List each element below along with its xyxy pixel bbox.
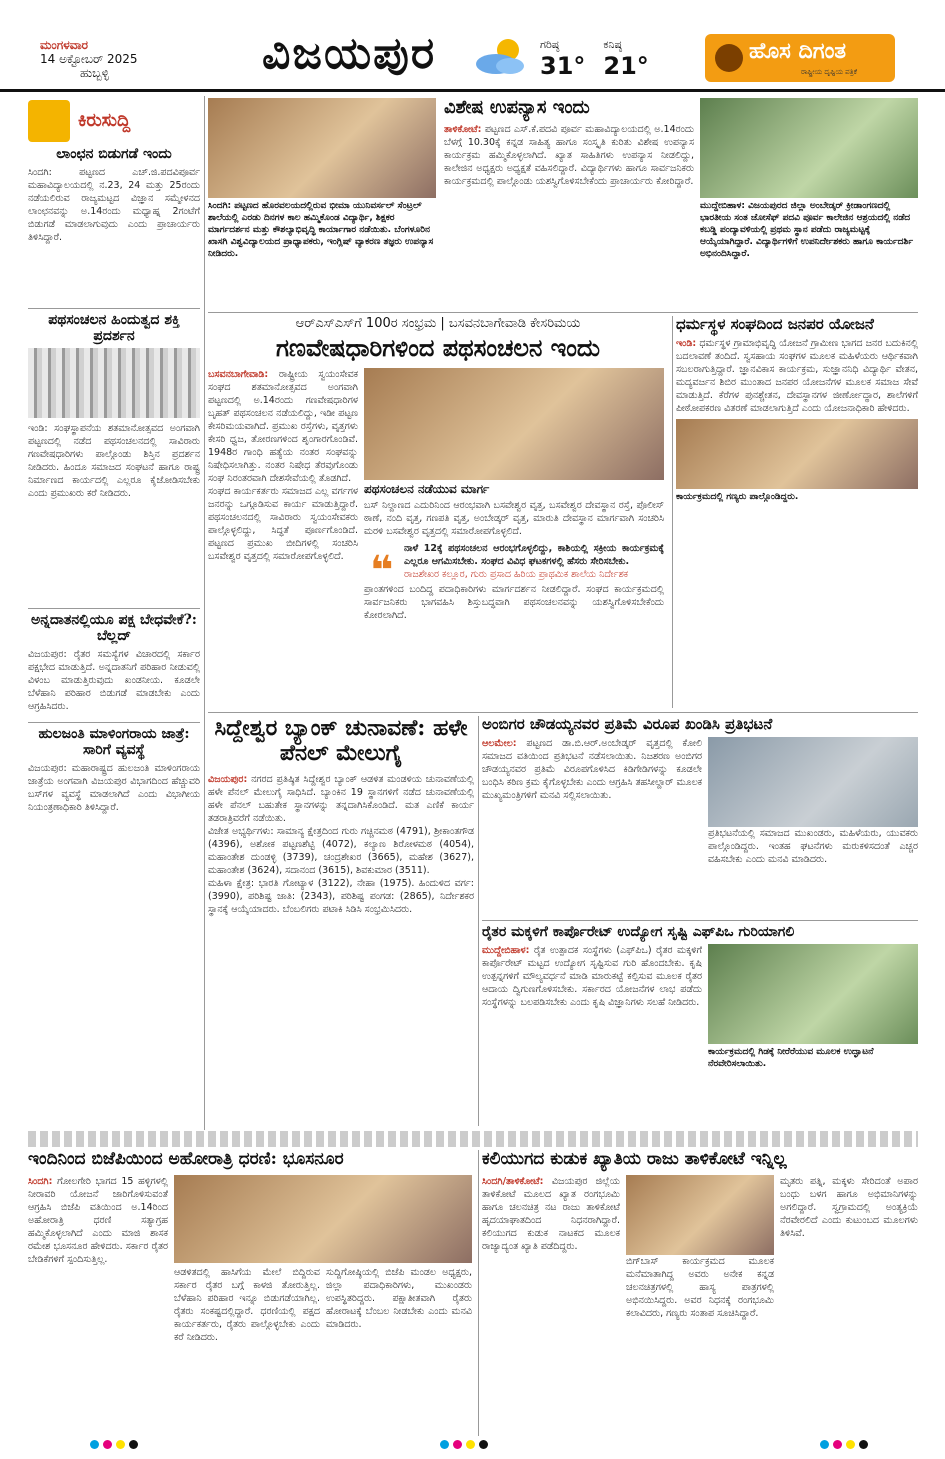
plant-watering-photo [708,944,918,1044]
column-divider [204,96,205,1130]
bank-byline: ವಿಜಯಪುರ: [208,773,248,785]
max-temp-value: 31° [540,52,586,80]
kirusuddi-header [28,100,200,142]
print-registration-marks [90,1440,138,1449]
brief-4 [28,726,200,1126]
story-top-3 [700,98,918,308]
bjp-col-3: ಸುದ್ದಿಗೋಷ್ಠಿಯಲ್ಲಿ ಬಿಜೆಪಿ ಮಂಡಲ ಅಧ್ಯಕ್ಷರು, ಜಿಲ್ಲಾ ಪದಾಧಿಕಾರಿಗಳು, ಮುಖಂಡರು ಉಪಸ್ಥಿತರಿದ್ದರು. ಪಕ್ಷಾತೀತವಾಗಿ ರೈತರು ಹೋರಾಟಕ್ಕೆ ಬೆಂಬಲ ನೀಡಬೇಕು ಎಂದು ಮನವಿ ಮಾಡಿದರು. [326,1266,472,1330]
quote-mark-icon: ❝ [370,548,394,595]
pull-quote-by: ರಾಜಶೇಖರ ಕಲ್ಲೂರ, ಗುರು ಪ್ರಸಾದ ಹಿರಿಯ ಪ್ರಾಥಮಿಕ ಶಾಲೆಯ ನಿರ್ದೇಶಕ [404,569,629,581]
bjp-col-2: ಆಡಳಿತದಲ್ಲಿ ಹಾಸಿಗೆಯ ಮೇಲೆ ಬಿದ್ದಿರುವ ಸರ್ಕಾರ ರೈತರ ಬಗ್ಗೆ ಕಾಳಜಿ ತೋರುತ್ತಿಲ್ಲ. ಬೆಳೆಹಾನಿ ಪರಿಹಾರ ಇನ್ನೂ ಬಿಡುಗಡೆಯಾಗಿಲ್ಲ. ರೈತರು ಸಂಕಷ್ಟದಲ್ಲಿದ್ದಾರೆ. ಧರಣಿಯಲ್ಲಿ ಪಕ್ಷದ ಕಾರ್ಯಕರ್ತರು, ರೈತರು ಪಾಲ್ಗೊಳ್ಳಬೇಕು ಎಂದು ಕರೆ ನೀಡಿದರು. [174,1266,320,1343]
story-top-2 [444,98,694,308]
column-divider [478,1150,479,1436]
print-registration-marks [440,1440,488,1449]
ambigara-body-2: ಪ್ರತಿಭಟನೆಯಲ್ಲಿ ಸಮಾಜದ ಮುಖಂಡರು, ಮಹಿಳೆಯರು, ಯುವಕರು ಪಾಲ್ಗೊಂಡಿದ್ದರು. ಇಂತಹ ಘಟನೆಗಳು ಮರುಕಳಿಸದಂತೆ ಎಚ್ಚರ ವಹಿಸಬೇಕು ಎಂದು ಮನವಿ ಮಾಡಿದರು. [708,828,918,866]
ambigara-byline: ಆಲಮೇಲ: [482,738,517,750]
lead-col-1: ರಾಷ್ಟ್ರೀಯ ಸ್ವಯಂಸೇವಕ ಸಂಘದ ಶತಮಾನೋತ್ಸವದ ಅಂಗವಾಗಿ ಪಟ್ಟಣದಲ್ಲಿ ಅ.14ರಂದು ಗಣವೇಷಧಾರಿಗಳ ಬೃಹತ್ ಪಥಸಂಚಲನ ನಡೆಯಲಿದ್ದು, ಇಡೀ ಪಟ್ಟಣ ಕೇಸರಿಮಯವಾಗಿದೆ. ಪ್ರಮುಖ ರಸ್ತೆಗಳು, ವೃತ್ತಗಳು ಕೇಸರಿ ಧ್ವಜ, ತೋರಣಗಳಿಂದ ಶೃಂಗಾರಗೊಂಡಿವೆ. 1948ರ ಗಾಂಧಿ ಹತ್ಯೆಯ ನಂತರ ಸಂಘವನ್ನು ನಿಷೇಧಿಸಲಾಗಿತ್ತು. ನಂತರ ನಿಷೇಧ ತೆರವುಗೊಂಡು ಸಂಘ ನಿರಂತರವಾಗಿ ದೇಶಸೇವೆಯಲ್ಲಿ ತೊಡಗಿದೆ. [208,368,358,484]
bank-headline: ಸಿದ್ದೇಶ್ವರ ಬ್ಯಾಂಕ್ ಚುನಾವಣೆ: ಹಳೇ ಪೆನಲ್ ಮೇಲುಗೈ [214,716,468,767]
temperature-block [540,38,649,80]
farmer-caption: ಕಾರ್ಯಕ್ರಮದಲ್ಲಿ ಗಿಡಕ್ಕೆ ನೀರೆರೆಯುವ ಮೂಲಕ ಉದ್ಘಾಟನೆ ನೆರವೇರಿಸಲಾಯಿತು. [708,1044,918,1072]
right-story-byline: ಇಂಡಿ: [676,338,697,350]
brief-2-body: ಇಂಡಿ: ಸಂಘಸ್ಥಾಪನೆಯ ಶತಮಾನೋತ್ಸವದ ಅಂಗವಾಗಿ ಪಟ್ಟಣದಲ್ಲಿ ನಡೆದ ಪಥಸಂಚಲನದಲ್ಲಿ ಸಾವಿರಾರು ಗಣವೇಷಧಾರಿಗಳು ಪಾಲ್ಗೊಂಡು ಶಿಸ್ತಿನ ಪ್ರದರ್ಶನ ನೀಡಿದರು. ಹಿಂದೂ ಸಮಾಜದ ಸಂಘಟನೆ ಹಾಗೂ ರಾಷ್ಟ್ರ ನಿರ್ಮಾಣದ ಕಾರ್ಯದಲ್ಲಿ ಎಲ್ಲರೂ ಕೈಜೋಡಿಸಬೇಕು ಎಂದು ಪ್ರಮುಖರು ಕರೆ ನೀಡಿದರು. [28,423,200,500]
story-top-1 [208,98,436,308]
masthead [0,0,945,92]
kaliyuga-story [482,1150,918,1436]
print-registration-marks [820,1440,868,1449]
kirusuddi-label: ಕಿರುಸುದ್ದಿ [78,110,131,131]
right-story [676,316,918,708]
brand-emblem-icon [715,44,743,72]
min-temp-value: 21° [603,52,649,80]
pull-quote-text: ನಾಳೆ 12ಕ್ಕೆ ಪಥಸಂಚಲನ ಆರಂಭಗೊಳ್ಳಲಿದ್ದು, ಕಾಶಿಯಲ್ಲಿ ಸಕ್ರೀಯ ಕಾರ್ಯಕ್ರಮಕ್ಕೆ ಎಲ್ಲರೂ ಆಗಮಿಸಬೇಕು. ಸಂಘದ ವಿವಿಧ ಘಟಕಗಳಲ್ಲಿ ಹೆಸರು ಸೇರಿಸಬೇಕು. [404,543,664,568]
farmer-body: ರೈತ ಉತ್ಪಾದಕ ಸಂಸ್ಥೆಗಳು (ಎಫ್‌ಪಿಒ) ರೈತರ ಮಕ್ಕಳಿಗೆ ಕಾರ್ಪೊರೇಟ್ ಮಟ್ಟದ ಉದ್ಯೋಗ ಸೃಷ್ಟಿಸುವ ಗುರಿ ಹೊಂದಬೇಕು. ಕೃಷಿ ಉತ್ಪನ್ನಗಳಿಗೆ ಮೌಲ್ಯವರ್ಧನೆ ಮಾಡಿ ಮಾರುಕಟ್ಟೆ ಕಲ್ಪಿಸುವ ಮೂಲಕ ರೈತರ ಆದಾಯ ದ್ವಿಗುಣಗೊಳಿಸಬೇಕು. ಸರ್ಕಾರದ ಯೋಜನೆಗಳ ಲಾಭ ಪಡೆದು ಸಂಸ್ಥೆಗಳನ್ನು ಬಲಪಡಿಸಬೇಕು ಎಂದು ಕೃಷಿ ವಿಜ್ಞಾನಿಗಳು ಸಲಹೆ ನೀಡಿದರು. [482,945,702,1009]
bjp-headline: ಇಂದಿನಿಂದ ಬಿಜೆಪಿಯಿಂದ ಅಹೋರಾತ್ರಿ ಧರಣಿ: ಭೂಸನೂರ [28,1150,344,1169]
lead-col-3: ಪ್ರಾಂತಗಳಿಂದ ಬಂದಿದ್ದ ಪದಾಧಿಕಾರಿಗಳು ಮಾರ್ಗದರ್ಶನ ನೀಡಲಿದ್ದಾರೆ. ಸಂಘದ ಕಾರ್ಯಕ್ರಮದಲ್ಲಿ ಸಾರ್ವಜನಿಕರು ಭಾಗವಹಿಸಿ ಶಿಸ್ತುಬದ್ಧವಾಗಿ ಪಥಸಂಚಲನವನ್ನು ಯಶಸ್ವಿಗೊಳಿಸಬೇಕೆಂದು ಕೋರಲಾಗಿದೆ. [364,584,664,622]
day-label: ಮಂಗಳವಾರ [40,38,89,52]
program-photo [676,419,918,489]
section-separator-strip [28,1131,918,1147]
brief-3 [28,612,200,718]
lead-headline: ಗಣವೇಷಧಾರಿಗಳಿಂದ ಪಥಸಂಚಲನ ಇಂದು [275,333,601,362]
bjp-story [28,1150,472,1436]
ambigara-headline: ಅಂಬಿಗರ ಚೌಡಯ್ಯನವರ ಪ್ರತಿಮೆ ವಿರೂಪ ಖಂಡಿಸಿ ಪ್ರತಿಭಟನೆ [482,716,773,733]
brand-tagline: ರಾಷ್ಟ್ರೀಯ ದೃಷ್ಟಿಯ ಪತ್ರಿಕೆ [801,68,858,76]
brand-name: ಹೊಸ ದಿಗಂತ [749,39,847,64]
statue-circle-photo [364,368,664,480]
column-divider [478,716,479,1126]
route-caption-title: ಪಥಸಂಚಲನ ನಡೆಯುವ ಮಾರ್ಗ [364,481,490,496]
divider [482,920,918,921]
place-label: ಹುಬ್ಬಳ್ಳಿ [80,66,109,80]
lead-byline: ಬಸವನಬಾಗೇವಾಡಿ: [208,368,269,380]
ambigara-story [482,716,918,916]
farmer-headline: ರೈತರ ಮಕ್ಕಳಿಗೆ ಕಾರ್ಪೊರೇಟ್ ಉದ್ಯೋಗ ಸೃಷ್ಟಿ ಎಫ್‌ಪಿಒ ಗುರಿಯಾಗಲಿ [482,924,795,940]
bank-col-2: ವಿಜೇತ ಅಭ್ಯರ್ಥಿಗಳು: ಸಾಮಾನ್ಯ ಕ್ಷೇತ್ರದಿಂದ ಗುರು ಗಚ್ಚಿನಮಠ (4791), ಶ್ರೀಕಾಂತಗೌಡ (4396), ಅಶೋಕ ಪಟ್ಟಣಶೆಟ್ಟಿ (4072), ಕಲ್ಯಾಣ ಶಿರೋಳಮಠ (4054), ಮಹಾಂತೇಶ ದುಂಡಳ್ಳಿ (3739), ಚಂದ್ರಶೇಖರ (3665), ಮಹೇಶ (3627), ಮಹಾಂತೇಶ (3624), ಸದಾನಂದ (3615), ಶಿವಕುಮಾರ (3511). [208,825,474,876]
lead-col-2: ಸಂಘದ ಕಾರ್ಯಕರ್ತರು ಸಮಾಜದ ಎಲ್ಲ ವರ್ಗಗಳ ಜನರನ್ನು ಒಗ್ಗೂಡಿಸುವ ಕಾರ್ಯ ಮಾಡುತ್ತಿದ್ದಾರೆ. ಪಥಸಂಚಲನದಲ್ಲಿ ಸಾವಿರಾರು ಸ್ವಯಂಸೇವಕರು ಪಾಲ್ಗೊಳ್ಳಲಿದ್ದು, ಸಿದ್ಧತೆ ಪೂರ್ಣಗೊಂಡಿದೆ. ಪಟ್ಟಣದ ಪ್ರಮುಖ ಬೀದಿಗಳಲ್ಲಿ ಸಂಚರಿಸಿ ಬಸವೇಶ್ವರ ವೃತ್ತದಲ್ಲಿ ಸಮಾರೋಪಗೊಳ್ಳಲಿದೆ. [208,485,358,562]
divider [28,308,200,309]
rally-photo [28,348,200,418]
brief-4-body: ವಿಜಯಪುರ: ಮಹಾರಾಷ್ಟ್ರದ ಹುಲಜಂತಿ ಮಾಳಿಂಗರಾಯ ಜಾತ್ರೆಯ ಅಂಗವಾಗಿ ವಿಜಯಪುರ ವಿಭಾಗದಿಂದ ಹೆಚ್ಚುವರಿ ಬಸ್‌ಗಳ ವ್ಯವಸ್ಥೆ ಮಾಡಲಾಗಿದೆ ಎಂದು ವಿಭಾಗೀಯ ನಿಯಂತ್ರಣಾಧಿಕಾರಿ ತಿಳಿಸಿದ್ದಾರೆ. [28,763,200,814]
brief-4-headline: ಹುಲಜಂತಿ ಮಾಳಿಂಗರಾಯ ಜಾತ್ರೆ: ಸಾರಿಗೆ ವ್ಯವಸ್ಥೆ [38,726,190,759]
brief-1 [28,146,200,306]
ambigara-body: ಪಟ್ಟಣದ ಡಾ.ಬಿ.ಆರ್.ಅಂಬೇಡ್ಕರ್ ವೃತ್ತದಲ್ಲಿ ಕೋಲಿ ಸಮಾಜದ ವತಿಯಿಂದ ಪ್ರತಿಭಟನೆ ನಡೆಸಲಾಯಿತು. ನಿಜಶರಣ ಅಂಬಿಗರ ಚೌಡಯ್ಯನವರ ಪ್ರತಿಮೆ ವಿರೂಪಗೊಳಿಸಿದ ಕಿಡಿಗೇಡಿಗಳನ್ನು ಕೂಡಲೇ ಬಂಧಿಸಿ ಕಠಿಣ ಕ್ರಮ ಕೈಗೊಳ್ಳಬೇಕು ಎಂದು ಆಗ್ರಹಿಸಿ ತಹಸೀಲ್ದಾರ್ ಮೂಲಕ ಮುಖ್ಯಮಂತ್ರಿಗಳಿಗೆ ಮನವಿ ಸಲ್ಲಿಸಲಾಯಿತು. [482,738,702,802]
bjp-col-1: ಗೋಲಗೇರಿ ಭಾಗದ 15 ಹಳ್ಳಿಗಳಲ್ಲಿ ನೀರಾವರಿ ಯೋಜನೆ ಜಾರಿಗೊಳಿಸುವಂತೆ ಆಗ್ರಹಿಸಿ ಬಿಜೆಪಿ ವತಿಯಿಂದ ಅ.14ರಿಂದ ಅಹೋರಾತ್ರಿ ಧರಣಿ ಸತ್ಯಾಗ್ರಹ ಹಮ್ಮಿಕೊಳ್ಳಲಾಗಿದೆ ಎಂದು ಮಾಜಿ ಶಾಸಕ ರಮೇಶ ಭೂಸನೂರ ಹೇಳಿದರು. ಸರ್ಕಾರ ರೈತರ ಬೇಡಿಕೆಗಳಿಗೆ ಸ್ಪಂದಿಸುತ್ತಿಲ್ಲ. [28,1175,168,1265]
kabaddi-team-photo [700,98,918,198]
farmer-story [482,924,918,1128]
kaliyuga-headline: ಕಲಿಯುಗದ ಕುಡುಕ ಖ್ಯಾತಿಯ ರಾಜು ತಾಳಿಕೋಟೆ ಇನ್ನಿಲ್ಲ [482,1150,787,1169]
farmer-byline: ಮುದ್ದೇಬಿಹಾಳ: [482,945,530,957]
brief-2 [28,312,200,658]
brief-1-body: ಸಿಂದಗಿ: ಪಟ್ಟಣದ ಎಚ್.ಜಿ.ಪದವಿಪೂರ್ವ ಮಹಾವಿದ್ಯಾಲಯದಲ್ಲಿ ನ.23, 24 ಮತ್ತು 25ರಂದು ನಡೆಯಲಿರುವ ರಾಜ್ಯಮಟ್ಟದ ವಿಜ್ಞಾನ ಸಮ್ಮೇಳನದ ಲಾಂಛನವನ್ನು ಅ.14ರಂದು ಮಧ್ಯಾಹ್ನ 2ಗಂಟೆಗೆ ಬಿಡುಗಡೆ ಮಾಡಲಾಗುವುದು ಎಂದು ಪ್ರಾಚಾರ್ಯರು ತಿಳಿಸಿದ್ದಾರೆ. [28,167,200,244]
story-top-3-caption: ಮುದ್ದೇಬಿಹಾಳ: ವಿಜಯಪುರದ ಜಿಲ್ಲಾ ಅಂಬೇಡ್ಕರ್ ಕ್ರೀಡಾಂಗಣದಲ್ಲಿ ಭಾರತೀಯ ಸಂತ ಜೋಸೆಫ್ ಪದವಿ ಪೂರ್ವ ಕಾಲೇಜಿನ ಆಶ್ರಯದಲ್ಲಿ ನಡೆದ ಕಬಡ್ಡಿ ಪಂದ್ಯಾವಳಿಯಲ್ಲಿ ಪ್ರಥಮ ಸ್ಥಾನ ಪಡೆದು ರಾಜ್ಯಮಟ್ಟಕ್ಕೆ ಆಯ್ಕೆಯಾಗಿದ್ದಾರೆ. ವಿದ್ಯಾರ್ಥಿಗಳಿಗೆ ಉಪನಿರ್ದೇಶಕರು ಹಾಗೂ ಕಾರ್ಯದರ್ಶಿ ಅಭಿನಂದಿಸಿದ್ದಾರೆ. [700,198,918,262]
pointing-hand-icon [28,100,70,142]
workshop-photo [208,98,436,198]
partly-cloudy-icon [470,36,532,76]
raju-portrait-photo [626,1175,774,1255]
max-temp-label: ಗರಿಷ್ಠ [540,38,560,51]
divider [28,608,200,609]
min-temp-label: ಕನಿಷ್ಠ [603,38,622,51]
right-story-caption: ಕಾರ್ಯಕ್ರಮದಲ್ಲಿ ಗಣ್ಯರು ಪಾಲ್ಗೊಂಡಿದ್ದರು. [676,489,918,505]
divider [208,712,918,713]
brief-2-headline: ಪಥಸಂಚಲನ ಹಿಂದುತ್ವದ ಶಕ್ತಿ ಪ್ರದರ್ಶನ [48,312,180,345]
pull-quote [364,542,664,595]
bank-col-3: ಮಹಿಳಾ ಕ್ಷೇತ್ರ: ಭಾರತಿ ಗೋಟ್ಯಾಳ (3122), ನೇಹಾ (1975). ಹಿಂದುಳಿದ ವರ್ಗ: (3990), ಪರಿಶಿಷ್ಟ ಜಾತಿ: (2343), ಪರಿಶಿಷ್ಟ ಪಂಗಡ: (2865), ನಿರ್ದೇಶಕರ ಸ್ಥಾನಕ್ಕೆ ಆಯ್ಕೆಯಾದರು. ಬೆಂಬಲಿಗರು ಪಟಾಕಿ ಸಿಡಿಸಿ ಸಂಭ್ರಮಿಸಿದರು. [208,877,474,915]
right-story-body: ಧರ್ಮಸ್ಥಳ ಗ್ರಾಮಾಭಿವೃದ್ಧಿ ಯೋಜನೆ ಗ್ರಾಮೀಣ ಭಾಗದ ಜನರ ಬದುಕಿನಲ್ಲಿ ಬದಲಾವಣೆ ತಂದಿದೆ. ಸ್ವಸಹಾಯ ಸಂಘಗಳ ಮೂಲಕ ಮಹಿಳೆಯರು ಆರ್ಥಿಕವಾಗಿ ಸಬಲರಾಗುತ್ತಿದ್ದಾರೆ. ಜ್ಞಾನವಿಕಾಸ ಕಾರ್ಯಕ್ರಮ, ಸುಜ್ಞಾನನಿಧಿ ವಿದ್ಯಾರ್ಥಿ ವೇತನ, ಮದ್ಯವರ್ಜನ ಶಿಬಿರ ಮುಂತಾದ ಜನಪರ ಯೋಜನೆಗಳ ಮೂಲಕ ಸಮಾಜ ಸೇವೆ ಮಾಡುತ್ತಿದೆ. ಕೆರೆಗಳ ಪುನಶ್ಚೇತನ, ದೇವಸ್ಥಾನಗಳ ಜೀರ್ಣೋದ್ಧಾರ, ಶಾಲೆಗಳಿಗೆ ಪೀಠೋಪಕರಣ ವಿತರಣೆ ಮಾಡಲಾಗುತ್ತಿದೆ ಎಂದು ಯೋಜನಾಧಿಕಾರಿ ಹೇಳಿದರು. [676,338,918,415]
brief-3-body: ವಿಜಯಪುರ: ರೈತರ ಸಮಸ್ಯೆಗಳ ವಿಚಾರದಲ್ಲಿ ಸರ್ಕಾರ ಪಕ್ಷಭೇದ ಮಾಡುತ್ತಿದೆ. ಅನ್ನದಾತನಿಗೆ ಪರಿಹಾರ ನೀಡುವಲ್ಲಿ ವಿಳಂಬ ಮಾಡುತ್ತಿರುವುದು ಖಂಡನೀಯ. ಕೂಡಲೇ ಬೆಳೆಹಾನಿ ಪರಿಹಾರ ಬಿಡುಗಡೆ ಮಾಡಬೇಕು ಎಂದು ಆಗ್ರಹಿಸಿದರು. [28,649,200,713]
kaliyuga-col-3: ಮೃತರು ಪತ್ನಿ, ಮಕ್ಕಳು ಸೇರಿದಂತೆ ಅಪಾರ ಬಂಧು ಬಳಗ ಹಾಗೂ ಅಭಿಮಾನಿಗಳನ್ನು ಅಗಲಿದ್ದಾರೆ. ಸ್ವಗ್ರಾಮದಲ್ಲಿ ಅಂತ್ಯಕ್ರಿಯೆ ನೆರವೇರಲಿದೆ ಎಂದು ಕುಟುಂಬದ ಮೂಲಗಳು ತಿಳಿಸಿವೆ. [780,1175,918,1239]
brief-1-headline: ಲಾಂಛನ ಬಿಡುಗಡೆ ಇಂದು [56,146,172,162]
city-title: ವಿಜಯಪುರ [262,28,437,79]
story-top-2-byline: ತಾಳಿಕೋಟೆ: [444,123,482,135]
bank-col-1: ನಗರದ ಪ್ರತಿಷ್ಠಿತ ಸಿದ್ದೇಶ್ವರ ಬ್ಯಾಂಕ್ ಆಡಳಿತ ಮಂಡಳಿಯ ಚುನಾವಣೆಯಲ್ಲಿ ಹಳೇ ಪೆನಲ್ ಮೇಲುಗೈ ಸಾಧಿಸಿದೆ. ಬ್ಯಾಂಕಿನ 19 ಸ್ಥಾನಗಳಿಗೆ ನಡೆದ ಚುನಾವಣೆಯಲ್ಲಿ ಹಳೇ ಪೆನಲ್ ಬಹುತೇಕ ಸ್ಥಾನಗಳನ್ನು ತನ್ನದಾಗಿಸಿಕೊಂಡಿದೆ. ಮತ ಎಣಿಕೆ ಕಾರ್ಯ ತಡರಾತ್ರಿವರೆಗೆ ನಡೆಯಿತು. [208,773,474,824]
bank-story [208,716,474,1126]
divider [28,722,200,723]
kaliyuga-col-2: ಬಿಗ್‌ಬಾಸ್ ಕಾರ್ಯಕ್ರಮದ ಮೂಲಕ ಮನೆಮಾತಾಗಿದ್ದ ಅವರು ಅನೇಕ ಕನ್ನಡ ಚಲನಚಿತ್ರಗಳಲ್ಲಿ ಹಾಸ್ಯ ಪಾತ್ರಗಳಲ್ಲಿ ಅಭಿನಯಿಸಿದ್ದರು. ಅವರ ನಿಧನಕ್ಕೆ ರಂಗಭೂಮಿ ಕಲಾವಿದರು, ಗಣ್ಯರು ಸಂತಾಪ ಸೂಚಿಸಿದ್ದಾರೆ. [626,1255,774,1319]
kaliyuga-col-1: ವಿಜಯಪುರ ಜಿಲ್ಲೆಯ ತಾಳಿಕೋಟೆ ಮೂಲದ ಖ್ಯಾತ ರಂಗಭೂಮಿ ಹಾಗೂ ಚಲನಚಿತ್ರ ನಟ ರಾಜು ತಾಳಿಕೋಟೆ ಹೃದಯಾಘಾತದಿಂದ ನಿಧನರಾಗಿದ್ದಾರೆ. ಕಲಿಯುಗದ ಕುಡುಕ ನಾಟಕದ ಮೂಲಕ ರಾಜ್ಯಾದ್ಯಂತ ಖ್ಯಾತಿ ಪಡೆದಿದ್ದರು. [482,1175,620,1252]
brand-logo [705,34,895,82]
story-top-2-headline: ವಿಶೇಷ ಉಪನ್ಯಾಸ ಇಂದು [444,98,590,118]
date-block [40,38,138,80]
story-top-2-body: ಪಟ್ಟಣದ ಎಸ್.ಕೆ.ಪದವಿ ಪೂರ್ವ ಮಹಾವಿದ್ಯಾಲಯದಲ್ಲಿ ಅ.14ರಂದು ಬೆಳಗ್ಗೆ 10.30ಕ್ಕೆ ಕನ್ನಡ ಸಾಹಿತ್ಯ ಹಾಗೂ ಸಂಸ್ಕೃತಿ ಕುರಿತು ವಿಶೇಷ ಉಪನ್ಯಾಸ ಕಾರ್ಯಕ್ರಮ ಹಮ್ಮಿಕೊಳ್ಳಲಾಗಿದೆ. ಖ್ಯಾತ ಸಾಹಿತಿಗಳು ಉಪನ್ಯಾಸ ನೀಡಲಿದ್ದು, ಕಾಲೇಜಿನ ಅಧ್ಯಕ್ಷರು ಅಧ್ಯಕ್ಷತೆ ವಹಿಸಲಿದ್ದಾರೆ. ವಿದ್ಯಾರ್ಥಿಗಳು ಹಾಗೂ ಸಾರ್ವಜನಿಕರು ಕಾರ್ಯಕ್ರಮದಲ್ಲಿ ಪಾಲ್ಗೊಂಡು ಯಶಸ್ವಿಗೊಳಿಸಬೇಕೆಂದು ಪ್ರಾಚಾರ್ಯರು ಕೋರಿದ್ದಾರೆ. [444,123,694,187]
divider [208,312,918,313]
protest-photo [708,737,918,827]
kaliyuga-byline: ಸಿಂದಗಿ/ತಾಳಿಕೋಟೆ: [482,1175,544,1187]
right-story-headline: ಧರ್ಮಸ್ಥಳ ಸಂಘದಿಂದ ಜನಪರ ಯೋಜನೆ [676,316,874,333]
lead-kicker: ಆರ್‌ಎಸ್‌ಎಸ್‌ಗೆ 100ರ ಸಂಭ್ರಮ | ಬಸವನಬಾಗೇವಾಡಿ ಕೇಸರಿಮಯ [295,316,581,331]
date-label: 14 ಅಕ್ಟೋಬರ್ 2025 [40,52,138,66]
press-meet-photo [174,1175,472,1263]
route-caption-body: ಬಸ್ ನಿಲ್ದಾಣದ ಎದುರಿನಿಂದ ಆರಂಭವಾಗಿ ಬಸವೇಶ್ವರ ವೃತ್ತ, ಬಸವೇಶ್ವರ ದೇವಸ್ಥಾನ ರಸ್ತೆ, ಪೊಲೀಸ್ ಠಾಣೆ, ನಂದಿ ವೃತ್ತ, ಗಣಪತಿ ವೃತ್ತ, ಅಂಬೇಡ್ಕರ್ ವೃತ್ತ, ಮಾರುತಿ ದೇವಸ್ಥಾನ ಮಾರ್ಗವಾಗಿ ಸಂಚರಿಸಿ ಮರಳಿ ಬಸವೇಶ್ವರ ವೃತ್ತದಲ್ಲಿ ಸಮಾರೋಪಗೊಳ್ಳಲಿದೆ. [364,500,664,538]
column-divider [672,316,673,708]
brief-3-headline: ಅನ್ನದಾತನಲ್ಲಿಯೂ ಪಕ್ಷ ಬೇಧವೇಕೆ?: ಬೆಲ್ಲದ್ [31,612,197,645]
bjp-byline: ಸಿಂದಗಿ: [28,1175,53,1187]
story-top-1-caption: ಸಿಂದಗಿ: ಪಟ್ಟಣದ ಹೊರವಲಯದಲ್ಲಿರುವ ಭೀಮಾ ಯುನಿವರ್ಸಲ್ ಸೆಂಟ್ರಲ್ ಶಾಲೆಯಲ್ಲಿ ಎರಡು ದಿನಗಳ ಕಾಲ ಹಮ್ಮಿಕೊಂಡ ವಿದ್ಯಾರ್ಥಿ, ಶಿಕ್ಷಕರ ಮಾರ್ಗದರ್ಶನ ಮತ್ತು ಕೌಶಲ್ಯಾಭಿವೃದ್ಧಿ ಕಾರ್ಯಾಗಾರ ನಡೆಯಿತು. ಬೆಂಗಳೂರಿನ ಖಾಸಗಿ ವಿಶ್ವವಿದ್ಯಾಲಯದ ಪ್ರಾಧ್ಯಾಪಕರು, ಇಂಗ್ಲಿಷ್ ವ್ಯಾಕರಣ ತಜ್ಞರು ಉಪನ್ಯಾಸ ನೀಡಿದರು. [208,198,436,262]
lead-story [208,316,668,708]
